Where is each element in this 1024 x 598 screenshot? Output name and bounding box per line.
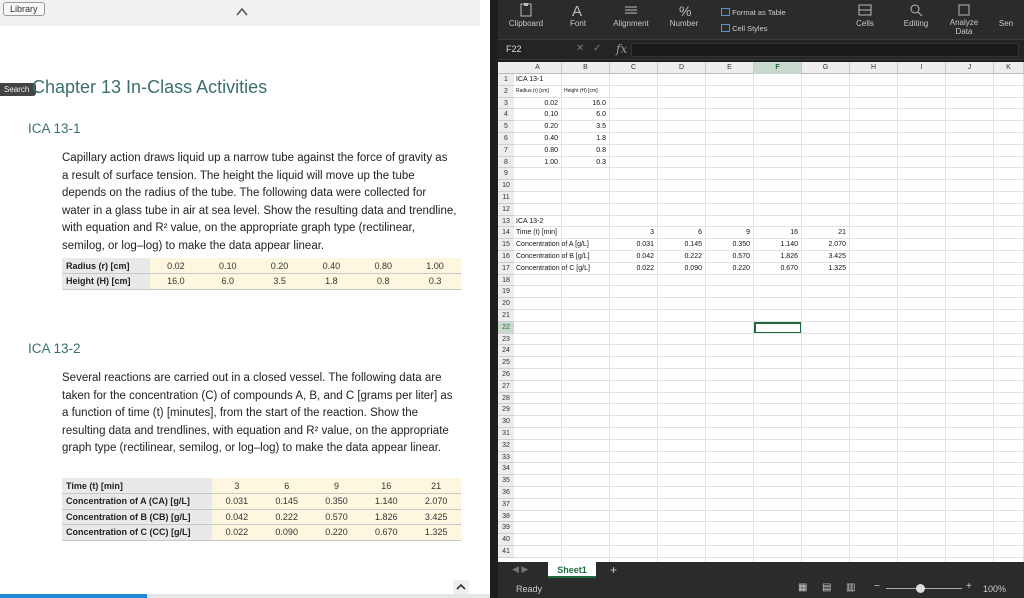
cell-a14[interactable]: Time (t) [min] bbox=[516, 229, 557, 237]
cell-a3[interactable]: 0.02 bbox=[544, 99, 558, 107]
gridline bbox=[514, 285, 1024, 286]
table-cell: 0.350 bbox=[312, 494, 362, 510]
clipboard-label: Clipboard bbox=[508, 19, 544, 28]
page-break-icon[interactable]: ▥ bbox=[846, 582, 856, 593]
gridline bbox=[514, 557, 1024, 558]
cell-a2[interactable]: Radius (r) [cm] bbox=[516, 87, 549, 94]
cell-a13[interactable]: ICA 13-2 bbox=[516, 217, 544, 225]
font-group[interactable] bbox=[558, 0, 598, 40]
row-header[interactable]: 9 bbox=[498, 168, 514, 180]
cell-c14[interactable]: 3 bbox=[650, 229, 654, 237]
formula-bar bbox=[498, 40, 1024, 60]
cell-a16[interactable]: Concentration of B [g/L] bbox=[516, 253, 590, 260]
gridline bbox=[897, 74, 898, 562]
row-header[interactable]: 16 bbox=[498, 251, 514, 263]
gridline bbox=[514, 392, 1024, 393]
row-header[interactable]: 1 bbox=[498, 74, 514, 86]
cells-label: Cells bbox=[856, 19, 874, 28]
table-row bbox=[62, 494, 461, 510]
table-cell: 6.0 bbox=[202, 274, 254, 290]
worksheet-grid[interactable] bbox=[498, 62, 1024, 562]
table-cell: 1.8 bbox=[305, 274, 357, 290]
cell-e14[interactable]: 9 bbox=[746, 229, 750, 237]
table-cell: 9 bbox=[312, 478, 362, 494]
chevron-up-icon[interactable] bbox=[235, 5, 249, 19]
gridline bbox=[514, 533, 1024, 534]
row-header[interactable]: 20 bbox=[498, 298, 514, 310]
table-row bbox=[62, 258, 461, 274]
sheet-tab-bar bbox=[498, 562, 1024, 578]
cell-f16[interactable]: 1.826 bbox=[780, 253, 798, 260]
table-cell: 1.325 bbox=[411, 525, 461, 541]
gridline bbox=[514, 356, 1024, 357]
row-header[interactable]: 41 bbox=[498, 546, 514, 558]
table-cell: 0.022 bbox=[212, 525, 262, 541]
cell-a7[interactable]: 0.80 bbox=[544, 146, 558, 154]
gridline bbox=[514, 474, 1024, 475]
table-row bbox=[62, 509, 461, 525]
row-header[interactable]: 11 bbox=[498, 192, 514, 204]
reader-pane bbox=[0, 0, 490, 598]
cell-g17[interactable]: 1.325 bbox=[828, 264, 846, 272]
sheet-tab-sheet1[interactable]: Sheet1 bbox=[548, 562, 596, 578]
cell-f14[interactable]: 16 bbox=[790, 229, 798, 237]
column-header-a[interactable]: A bbox=[514, 62, 562, 74]
gridline bbox=[514, 380, 1024, 381]
table-cell: 21 bbox=[411, 478, 461, 494]
column-header-row bbox=[498, 62, 1024, 74]
number-group[interactable] bbox=[664, 0, 704, 40]
confirm-icon[interactable]: ✓ bbox=[593, 43, 602, 54]
row-label: Time (t) [min] bbox=[62, 478, 212, 494]
column-header-d[interactable]: D bbox=[658, 62, 706, 74]
clipboard-group[interactable] bbox=[504, 0, 548, 40]
table-cell: 0.80 bbox=[357, 258, 409, 274]
cell-b7[interactable]: 0.8 bbox=[596, 146, 606, 154]
row-header[interactable]: 5 bbox=[498, 121, 514, 133]
gridline bbox=[705, 74, 706, 562]
table-cell: 1.826 bbox=[361, 509, 411, 525]
column-header-f[interactable]: F bbox=[754, 62, 802, 74]
column-header-g[interactable]: G bbox=[802, 62, 850, 74]
gridline bbox=[514, 403, 1024, 404]
table-cell: 0.220 bbox=[312, 525, 362, 541]
zoom-slider-thumb[interactable] bbox=[916, 584, 925, 593]
row-header[interactable]: 26 bbox=[498, 369, 514, 381]
table-cell: 0.570 bbox=[312, 509, 362, 525]
cell-a5[interactable]: 0.20 bbox=[544, 123, 558, 131]
gridline bbox=[514, 215, 1024, 216]
gridline bbox=[849, 74, 850, 562]
row-header[interactable]: 13 bbox=[498, 216, 514, 228]
table-cell: 3 bbox=[212, 478, 262, 494]
column-header-h[interactable]: H bbox=[850, 62, 898, 74]
cell-a15[interactable]: Concentration of A [g/L] bbox=[516, 241, 589, 249]
cell-e17[interactable]: 0.220 bbox=[732, 264, 750, 272]
column-header-b[interactable]: B bbox=[562, 62, 610, 74]
table-cell: 16.0 bbox=[150, 274, 202, 290]
table-cell: 0.10 bbox=[202, 258, 254, 274]
svg-text:A: A bbox=[572, 3, 583, 18]
table-cell: 0.090 bbox=[262, 525, 312, 541]
gridline bbox=[514, 368, 1024, 369]
excel-window bbox=[498, 0, 1024, 598]
gridline bbox=[993, 74, 994, 562]
table-cell: 0.222 bbox=[262, 509, 312, 525]
gridline bbox=[514, 451, 1024, 452]
cells-icon bbox=[857, 2, 873, 18]
analyze-data-icon bbox=[956, 2, 972, 18]
table-cell: 0.20 bbox=[254, 258, 306, 274]
ica-13-2-paragraph: Several reactions are carried out in a closed vessel. The following data are taken for the concentration (C) of compounds A, B, and C [grams per liter] as a function of time (t) [minutes], from the start of the reaction. Show the resulting data and trendlines, with equation and R² value, on the appropriate graph type (rectilinear, semilog, or log–log) to make the data appear linear. bbox=[62, 372, 453, 455]
reading-progress-bar bbox=[0, 594, 490, 598]
ica-13-1-paragraph: Capillary action draws liquid up a narrow tube against the force of gravity as a result of surface tension. The height the liquid will move up the tube depends on the radius of the tube. The following data were collected for water in a glass tube in air at sea level. Show the resulting data and trendline, with equation and R² value, on the appropriate graph type (rectilinear, semilog, or log–log) to make the data appear linear. bbox=[62, 152, 457, 252]
gridline bbox=[514, 462, 1024, 463]
reading-progress-fill bbox=[0, 594, 147, 598]
table-cell: 0.02 bbox=[150, 258, 202, 274]
gridline bbox=[561, 74, 562, 562]
table-cell: 0.8 bbox=[357, 274, 409, 290]
row-label: Concentration of A (CA) [g/L] bbox=[62, 494, 212, 510]
row-header[interactable]: 7 bbox=[498, 145, 514, 157]
alignment-group[interactable] bbox=[608, 0, 654, 40]
row-label: Concentration of B (CB) [g/L] bbox=[62, 509, 212, 525]
table-row bbox=[62, 525, 461, 541]
cell-g14[interactable]: 21 bbox=[838, 229, 846, 237]
cell-d15[interactable]: 0.145 bbox=[684, 241, 702, 249]
sheet-nav-arrows[interactable]: ◀ ▶ bbox=[512, 564, 529, 574]
gridline bbox=[514, 486, 1024, 487]
analyze-data-label: Analyze Data bbox=[949, 18, 979, 36]
row-header[interactable]: 39 bbox=[498, 522, 514, 534]
format-as-table-button[interactable] bbox=[721, 8, 786, 17]
library-button[interactable]: Library bbox=[3, 2, 45, 16]
row-header[interactable]: 34 bbox=[498, 463, 514, 475]
table-cell: 1.00 bbox=[409, 258, 461, 274]
font-label: Font bbox=[569, 19, 586, 28]
gridline bbox=[514, 439, 1024, 440]
format-as-table-label: Format as Table bbox=[732, 8, 786, 17]
row-header[interactable]: 19 bbox=[498, 286, 514, 298]
cell-styles-icon bbox=[721, 24, 730, 32]
reader-toolbar bbox=[0, 0, 480, 26]
formula-input[interactable] bbox=[631, 43, 1019, 57]
row-label: Concentration of C (CC) [g/L] bbox=[62, 525, 212, 541]
gridline bbox=[514, 191, 1024, 192]
insert-function-icon[interactable]: fx bbox=[616, 42, 628, 56]
gridline bbox=[514, 521, 1024, 522]
column-header-i[interactable]: I bbox=[898, 62, 946, 74]
table-cell: 3.5 bbox=[254, 274, 306, 290]
gridline bbox=[514, 498, 1024, 499]
row-header[interactable]: 22 bbox=[498, 322, 514, 334]
column-header-k[interactable]: K bbox=[994, 62, 1024, 74]
cell-b3[interactable]: 16.0 bbox=[592, 99, 606, 107]
status-bar bbox=[498, 578, 1024, 598]
row-header[interactable]: 27 bbox=[498, 381, 514, 393]
gridline bbox=[514, 545, 1024, 546]
cell-b4[interactable]: 6.0 bbox=[596, 111, 606, 119]
row-header[interactable]: 8 bbox=[498, 157, 514, 169]
cell-b2[interactable]: Height (H) [cm] bbox=[564, 87, 598, 94]
table-icon bbox=[721, 8, 730, 16]
row-header[interactable]: 6 bbox=[498, 133, 514, 145]
column-header-e[interactable]: E bbox=[706, 62, 754, 74]
row-header[interactable]: 31 bbox=[498, 428, 514, 440]
sensitivity-group[interactable] bbox=[994, 0, 1018, 40]
cell-e15[interactable]: 0.350 bbox=[732, 241, 750, 249]
table-cell: 0.031 bbox=[212, 494, 262, 510]
cell-b5[interactable]: 3.5 bbox=[596, 123, 606, 131]
search-icon bbox=[908, 2, 924, 18]
status-ready-text: Ready bbox=[516, 584, 543, 594]
row-header[interactable]: 25 bbox=[498, 357, 514, 369]
row-header[interactable]: 28 bbox=[498, 393, 514, 405]
table-cell: 1.140 bbox=[361, 494, 411, 510]
table-cell: 0.145 bbox=[262, 494, 312, 510]
ica-13-1-heading: ICA 13-1 bbox=[28, 121, 81, 136]
normal-view-icon[interactable]: ▦ bbox=[798, 582, 808, 593]
chevron-up-icon bbox=[453, 580, 469, 594]
cell-d14[interactable]: 6 bbox=[698, 229, 702, 237]
row-header[interactable]: 17 bbox=[498, 263, 514, 275]
svg-text:%: % bbox=[679, 3, 692, 18]
cell-d17[interactable]: 0.090 bbox=[684, 264, 702, 272]
row-header[interactable]: 35 bbox=[498, 475, 514, 487]
row-header[interactable]: 38 bbox=[498, 511, 514, 523]
table-cell: 3.425 bbox=[411, 509, 461, 525]
row-header[interactable]: 4 bbox=[498, 109, 514, 121]
column-header-j[interactable]: J bbox=[946, 62, 994, 74]
row-header[interactable]: 37 bbox=[498, 499, 514, 511]
table-cell: 6 bbox=[262, 478, 312, 494]
column-header-c[interactable]: C bbox=[610, 62, 658, 74]
name-box[interactable]: F22 bbox=[506, 44, 522, 54]
gridline bbox=[514, 344, 1024, 345]
gridline bbox=[514, 321, 1024, 322]
ribbon bbox=[498, 0, 1024, 40]
cell-c16[interactable]: 0.042 bbox=[636, 253, 654, 260]
row-header[interactable]: 3 bbox=[498, 98, 514, 110]
row-header[interactable]: 32 bbox=[498, 440, 514, 452]
zoom-level[interactable]: 100% bbox=[982, 584, 1006, 594]
cell-b6[interactable]: 1.8 bbox=[596, 135, 606, 142]
cell-b8[interactable]: 0.3 bbox=[596, 158, 606, 166]
table-cell: 16 bbox=[361, 478, 411, 494]
gridline bbox=[514, 333, 1024, 334]
cell-f17[interactable]: 0.670 bbox=[780, 264, 798, 272]
gridline bbox=[514, 203, 1024, 204]
percent-icon bbox=[676, 2, 692, 18]
zoom-in-button[interactable]: + bbox=[966, 581, 972, 592]
row-header[interactable]: 21 bbox=[498, 310, 514, 322]
gridline bbox=[657, 74, 658, 562]
table-cell: 0.670 bbox=[361, 525, 411, 541]
gridline bbox=[514, 427, 1024, 428]
row-header[interactable]: 33 bbox=[498, 452, 514, 464]
gridline bbox=[514, 510, 1024, 511]
search-tab[interactable]: Search bbox=[0, 83, 36, 96]
row-header[interactable]: 23 bbox=[498, 334, 514, 346]
cell-styles-button[interactable] bbox=[721, 24, 768, 33]
row-header[interactable]: 29 bbox=[498, 404, 514, 416]
row-header[interactable]: 12 bbox=[498, 204, 514, 216]
table-cell: 2.070 bbox=[411, 494, 461, 510]
gridline bbox=[514, 297, 1024, 298]
row-label: Radius (r) [cm] bbox=[62, 258, 150, 274]
scroll-up-button[interactable] bbox=[453, 580, 469, 594]
row-header[interactable]: 18 bbox=[498, 275, 514, 287]
cancel-icon[interactable]: ✕ bbox=[576, 43, 585, 54]
gridline bbox=[753, 74, 754, 562]
chapter-title: Chapter 13 In-Class Activities bbox=[32, 77, 268, 97]
cell-g15[interactable]: 2.070 bbox=[828, 241, 846, 249]
cells-group[interactable] bbox=[848, 0, 882, 40]
cell-d16[interactable]: 0.222 bbox=[684, 253, 702, 260]
cell-a8[interactable]: 1.00 bbox=[544, 158, 558, 166]
gridline bbox=[514, 179, 1024, 180]
row-header[interactable]: 14 bbox=[498, 227, 514, 239]
row-header[interactable]: 30 bbox=[498, 416, 514, 428]
editing-group[interactable] bbox=[896, 0, 936, 40]
row-label: Height (H) [cm] bbox=[62, 274, 150, 290]
cell-a4[interactable]: 0.10 bbox=[544, 111, 558, 119]
table-cell: 0.40 bbox=[305, 258, 357, 274]
cell-a6[interactable]: 0.40 bbox=[544, 135, 558, 142]
clipboard-icon bbox=[518, 2, 534, 18]
page-layout-icon[interactable]: ▤ bbox=[822, 582, 832, 593]
gridline bbox=[514, 415, 1024, 416]
alignment-label: Alignment bbox=[613, 19, 649, 28]
cell-c15[interactable]: 0.031 bbox=[636, 241, 654, 249]
add-sheet-button[interactable]: + bbox=[610, 563, 618, 577]
cell-c17[interactable]: 0.022 bbox=[636, 264, 654, 272]
analyze-data-button[interactable] bbox=[944, 0, 984, 40]
gridline bbox=[514, 309, 1024, 310]
cell-a1[interactable]: ICA 13-1 bbox=[516, 76, 544, 83]
row-header[interactable]: 40 bbox=[498, 534, 514, 546]
gridline bbox=[945, 74, 946, 562]
row-header[interactable]: 15 bbox=[498, 239, 514, 251]
editing-label: Editing bbox=[903, 19, 929, 28]
cell-f15[interactable]: 1.140 bbox=[780, 241, 798, 249]
gridline bbox=[801, 74, 802, 562]
cell-g16[interactable]: 3.425 bbox=[828, 253, 846, 260]
ica-13-1-table bbox=[62, 258, 461, 290]
table-row bbox=[62, 274, 461, 290]
row-header[interactable]: 2 bbox=[498, 86, 514, 98]
sensitivity-label: Sen bbox=[998, 19, 1014, 28]
cell-styles-label: Cell Styles bbox=[732, 24, 768, 33]
row-header[interactable]: 24 bbox=[498, 345, 514, 357]
gridline bbox=[609, 74, 610, 562]
cell-e16[interactable]: 0.570 bbox=[732, 253, 750, 260]
table-cell: 0.3 bbox=[409, 274, 461, 290]
table-row bbox=[62, 478, 461, 494]
alignment-icon bbox=[623, 2, 639, 18]
number-label: Number bbox=[669, 19, 699, 28]
font-icon bbox=[570, 2, 586, 18]
ica-13-2-table bbox=[62, 478, 461, 541]
row-header[interactable]: 36 bbox=[498, 487, 514, 499]
row-header[interactable]: 10 bbox=[498, 180, 514, 192]
ica-13-2-heading: ICA 13-2 bbox=[28, 341, 81, 356]
zoom-out-button[interactable]: − bbox=[874, 581, 880, 592]
table-cell: 0.042 bbox=[212, 509, 262, 525]
cell-a17[interactable]: Concentration of C [g/L] bbox=[516, 264, 590, 272]
